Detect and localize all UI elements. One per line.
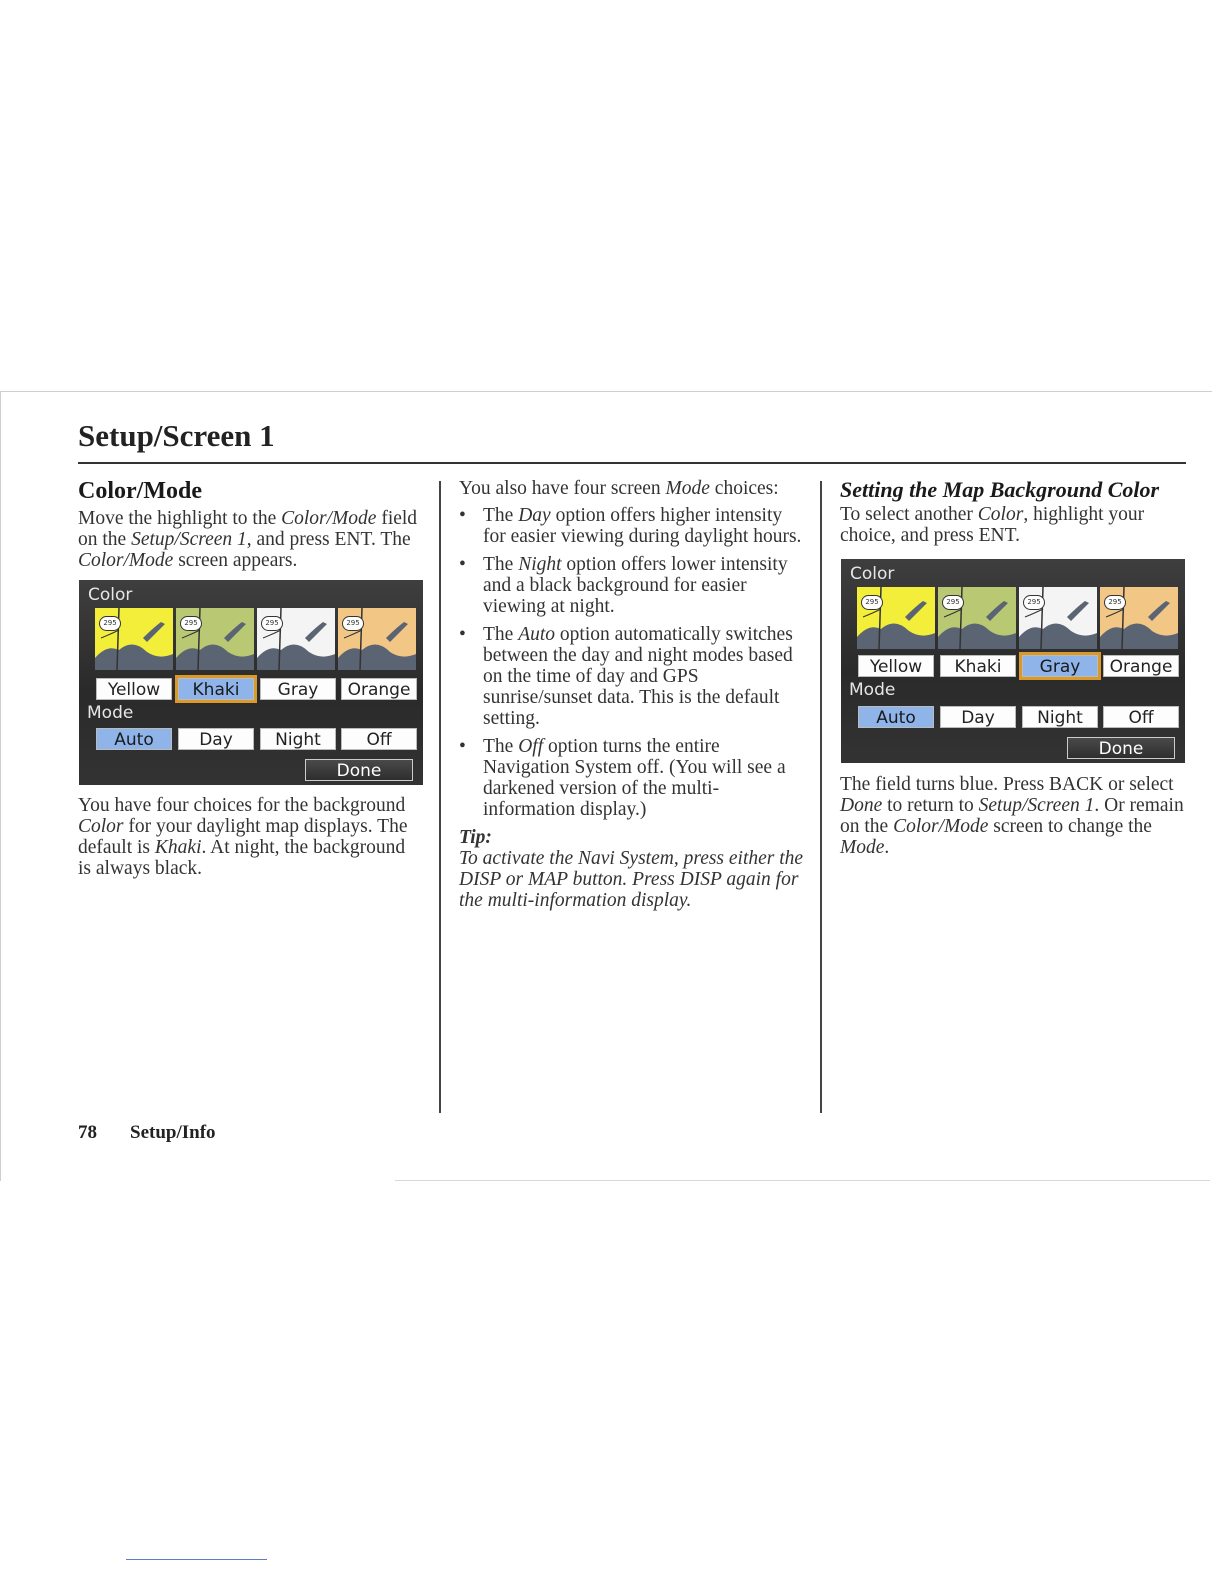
color-yellow-button[interactable]: Yellow: [858, 655, 934, 677]
tip-text: To activate the Navi System, press either the DISP or MAP button. Press DISP again for the multi-information display.: [459, 848, 804, 911]
route-badge-icon: 295: [99, 616, 121, 631]
column-2: [459, 478, 807, 911]
list-item: • The Night option offers lower intensity and a black background for easier viewing at night.: [459, 554, 807, 617]
intro-paragraph: To select another Color, highlight your choice, and press ENT.: [840, 504, 1145, 546]
route-badge-icon: 295: [1104, 595, 1126, 610]
column-divider: [820, 481, 822, 1113]
mode-list: [459, 505, 807, 820]
list-item: • The Day option offers higher intensity for easier viewing during daylight hours.: [459, 505, 807, 547]
route-badge-icon: 295: [1023, 595, 1045, 610]
mode-intro: You also have four screen Mode choices:: [459, 478, 779, 499]
color-label: Color: [88, 585, 133, 605]
column-1-after: [78, 795, 423, 879]
page-title: Setup/Screen 1: [78, 418, 275, 453]
page-number: 78: [78, 1122, 97, 1143]
color-label: Color: [850, 564, 895, 584]
footer-line: [126, 1559, 267, 1560]
title-rule: [78, 462, 1186, 464]
colors-paragraph: You have four choices for the background Color for your daylight map displays. The default is Khaki. At night, the background is always black.: [78, 795, 408, 879]
done-button[interactable]: Done: [305, 759, 413, 781]
color-mode-screen-2: [841, 559, 1185, 763]
tip-heading: Tip:: [459, 827, 492, 848]
color-khaki-button[interactable]: Khaki: [940, 655, 1016, 677]
color-yellow-button[interactable]: Yellow: [96, 678, 172, 700]
color-mode-screen-1: [79, 580, 423, 785]
column-3: [840, 478, 1188, 546]
mode-label: Mode: [87, 703, 134, 723]
map-thumbnail-orange: [338, 608, 416, 670]
section-heading: Color/Mode: [78, 478, 202, 504]
column-3-after: [840, 774, 1188, 858]
intro-paragraph: Move the highlight to the Color/Mode field on the Setup/Screen 1, and press ENT. The Color/Mode screen appears.: [78, 508, 418, 571]
mode-day-button[interactable]: Day: [940, 706, 1016, 728]
route-badge-icon: 295: [942, 595, 964, 610]
color-gray-button[interactable]: Gray: [260, 678, 336, 700]
mode-label: Mode: [849, 680, 896, 700]
map-thumbnail-gray: [1019, 587, 1097, 649]
map-thumbnail-yellow: [95, 608, 173, 670]
mode-off-button[interactable]: Off: [1103, 706, 1179, 728]
mode-night-button[interactable]: Night: [1022, 706, 1098, 728]
map-thumbnail-gray: [257, 608, 335, 670]
route-badge-icon: 295: [180, 616, 202, 631]
map-thumbnail-khaki: [938, 587, 1016, 649]
map-thumbnail-yellow: [857, 587, 935, 649]
section-heading: Setting the Map Background Color: [840, 477, 1160, 502]
mode-off-button[interactable]: Off: [341, 728, 417, 750]
color-khaki-button[interactable]: Khaki: [178, 678, 254, 700]
route-badge-icon: 295: [261, 616, 283, 631]
list-item: • The Auto option automatically switches between the day and night modes based on the time of day and GPS sunrise/sunset data. This is the default setting.: [459, 624, 807, 729]
done-button[interactable]: Done: [1067, 737, 1175, 759]
mode-auto-button[interactable]: Auto: [96, 728, 172, 750]
map-thumbnail-orange: [1100, 587, 1178, 649]
map-thumbnail-khaki: [176, 608, 254, 670]
route-badge-icon: 295: [342, 616, 364, 631]
left-edge: [0, 391, 1, 1181]
column-divider: [439, 481, 441, 1113]
column-1: [78, 478, 423, 571]
top-rule: [0, 391, 1212, 392]
mode-auto-button[interactable]: Auto: [858, 706, 934, 728]
color-orange-button[interactable]: Orange: [341, 678, 417, 700]
color-orange-button[interactable]: Orange: [1103, 655, 1179, 677]
route-badge-icon: 295: [861, 595, 883, 610]
mode-night-button[interactable]: Night: [260, 728, 336, 750]
list-item: • The Off option turns the entire Navigation System off. (You will see a darkened version of the multi-information display.): [459, 736, 807, 820]
footer-section: Setup/Info: [130, 1122, 216, 1143]
field-paragraph: The field turns blue. Press BACK or select Done to return to Setup/Screen 1. Or remain on the Color/Mode screen to change the Mode.: [840, 774, 1184, 858]
color-gray-button[interactable]: Gray: [1022, 655, 1098, 677]
mode-day-button[interactable]: Day: [178, 728, 254, 750]
bottom-rule: [395, 1180, 1210, 1181]
